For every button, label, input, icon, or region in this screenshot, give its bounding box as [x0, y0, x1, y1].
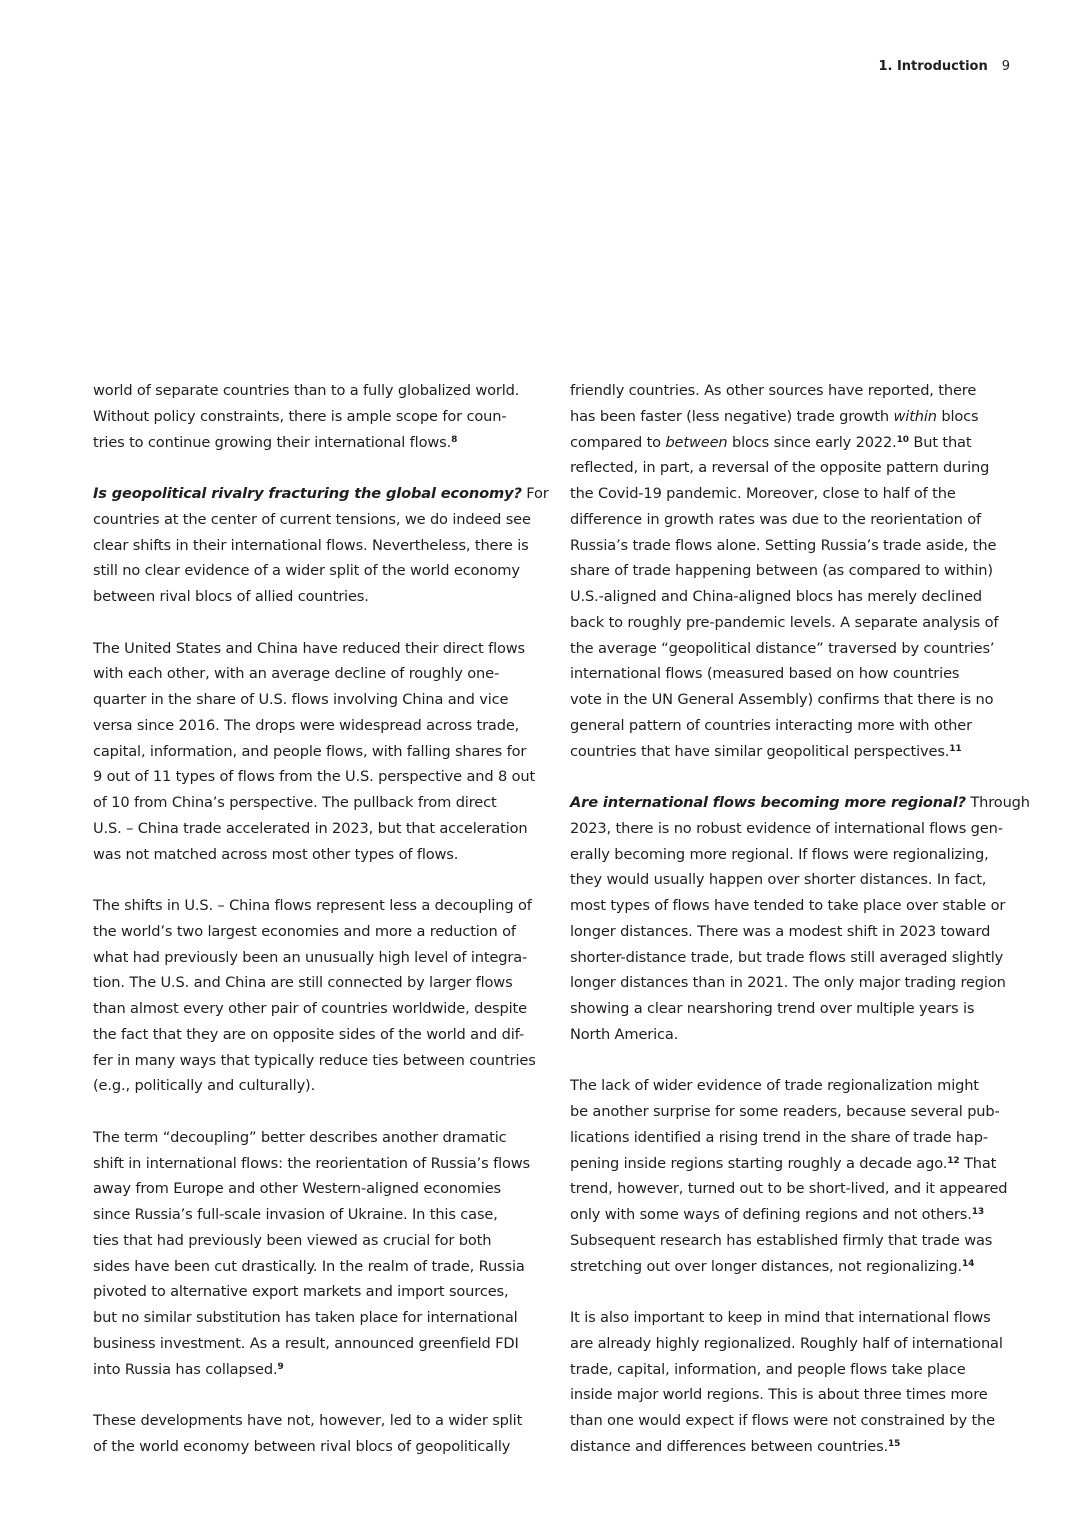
emphasis: between [665, 433, 728, 451]
text-line [570, 713, 1030, 739]
text-line [570, 1073, 1030, 1099]
text-line [93, 1331, 549, 1357]
text-run[interactable]: ties that had previously been viewed as crucial for both [93, 1231, 492, 1249]
text-run[interactable]: The shifts in U.S. – China flows represent less a decoupling of [93, 897, 532, 914]
text-run[interactable]: pivoted to alternative export markets and import sources, [93, 1283, 509, 1301]
text-run[interactable]: clear shifts in their international flows. Nevertheless, there is [93, 536, 529, 554]
paragraph [93, 1125, 549, 1383]
text-run[interactable]: tries to continue growing their international flows. [93, 433, 452, 451]
paragraph [570, 1073, 1030, 1279]
text-run[interactable]: That [959, 1154, 997, 1172]
text-run[interactable]: are already highly regionalized. Roughly half of international [570, 1334, 1003, 1352]
section-title: 1. Introduction [878, 59, 988, 74]
text-run[interactable]: (e.g., politically and culturally). [93, 1077, 316, 1095]
text-line [93, 1279, 549, 1305]
text-line [93, 636, 549, 662]
text-run[interactable]: away from Europe and other Western-aligned economies [93, 1180, 501, 1198]
text-line [570, 1331, 1030, 1357]
text-run[interactable]: quarter in the share of U.S. flows involving China and vice [93, 691, 509, 708]
text-run[interactable]: the Covid-19 pandemic. Moreover, close to half of the [570, 485, 956, 502]
footnote-ref[interactable]: 15 [888, 1438, 901, 1449]
text-line [93, 1176, 549, 1202]
text-line [93, 842, 549, 868]
text-run[interactable]: of 10 from China’s perspective. The pullback from direct [93, 794, 497, 811]
text-run[interactable]: The term “decoupling” better describes another dramatic [93, 1128, 507, 1146]
text-line [570, 507, 1030, 533]
paragraph [570, 378, 1030, 764]
text-line [570, 1382, 1030, 1408]
text-run[interactable]: For [521, 485, 549, 502]
text-line [570, 1176, 1030, 1202]
text-run[interactable]: These developments have not, however, led to a wider split [93, 1412, 523, 1429]
text-run[interactable]: back to roughly pre-pandemic levels. A separate analysis of [570, 613, 999, 631]
text-run[interactable]: only with some ways of defining regions and not others. [570, 1206, 972, 1223]
text-run[interactable]: the world’s two largest economies and more a reduction of [93, 922, 516, 940]
text-run[interactable]: the fact that they are on opposite sides of the world and dif- [93, 1025, 524, 1043]
text-run[interactable]: but no similar substitution has taken place for international [93, 1309, 518, 1326]
text-run[interactable]: blocs since early 2022. [727, 433, 897, 451]
text-line [93, 970, 549, 996]
text-line [93, 558, 549, 584]
text-line [570, 1022, 1030, 1048]
text-line [93, 1228, 549, 1254]
text-run[interactable]: trade, capital, information, and people flows take place [570, 1360, 966, 1378]
paragraph [93, 893, 549, 1099]
text-line [570, 842, 1030, 868]
text-run[interactable]: capital, information, and people flows, with falling shares for [93, 742, 527, 760]
text-line [93, 1434, 549, 1460]
text-run[interactable]: into Russia has collapsed. [93, 1360, 278, 1378]
text-line [93, 481, 549, 507]
paragraph [93, 636, 549, 868]
text-line [570, 1254, 1030, 1280]
text-line [570, 790, 1030, 816]
text-line [570, 430, 1030, 456]
text-run[interactable]: general pattern of countries interacting more with other [570, 716, 972, 734]
text-line [570, 893, 1030, 919]
text-run[interactable]: share of trade happening between (as compared to within) [570, 562, 993, 580]
text-line [93, 687, 549, 713]
text-run[interactable]: friendly countries. As other sources have reported, there [570, 382, 977, 399]
text-run[interactable]: showing a clear nearshoring trend over multiple years is [570, 1000, 975, 1017]
running-header [878, 59, 1010, 74]
text-run[interactable]: business investment. As a result, announced greenfield FDI [93, 1334, 519, 1352]
footnote-ref[interactable]: 10 [896, 434, 909, 445]
text-run[interactable]: tion. The U.S. and China are still connected by larger flows [93, 974, 513, 992]
text-run[interactable]: fer in many ways that typically reduce ties between countries [93, 1051, 536, 1069]
text-line [93, 996, 549, 1022]
text-run[interactable]: between rival blocs of allied countries. [93, 588, 369, 605]
text-run[interactable]: what had previously been an unusually high level of integra- [93, 948, 528, 966]
text-line [570, 687, 1030, 713]
text-run[interactable]: was not matched across most other types of flows. [93, 845, 459, 863]
paragraph [93, 481, 549, 610]
text-run[interactable]: erally becoming more regional. If flows were regionalizing, [570, 845, 989, 863]
text-run[interactable]: countries that have similar geopolitical perspectives. [570, 742, 950, 760]
text-line [570, 1099, 1030, 1125]
text-run[interactable]: shorter-distance trade, but trade flows still averaged slightly [570, 948, 1004, 966]
text-run[interactable]: of the world economy between rival blocs of geopolitically [93, 1437, 511, 1455]
text-line [570, 533, 1030, 559]
text-run[interactable]: But that [908, 433, 972, 451]
text-line [93, 713, 549, 739]
text-run[interactable]: world of separate countries than to a fully globalized world. [93, 382, 520, 399]
text-run[interactable]: Through [965, 794, 1030, 811]
text-line [570, 1228, 1030, 1254]
text-line [570, 945, 1030, 971]
text-run[interactable]: than almost every other pair of countries worldwide, despite [93, 1000, 527, 1017]
text-run[interactable]: shift in international flows: the reorientation of Russia’s flows [93, 1154, 530, 1172]
footnote-ref[interactable]: 14 [961, 1258, 975, 1269]
text-line [570, 1151, 1030, 1177]
text-line [570, 661, 1030, 687]
text-run[interactable]: U.S.-aligned and China-aligned blocs has merely declined [570, 588, 983, 605]
emphasis: within [893, 407, 937, 425]
text-run[interactable]: most types of flows have tended to take place over stable or [570, 897, 1006, 914]
text-run[interactable]: The lack of wider evidence of trade regionalization might [570, 1077, 979, 1095]
text-line [570, 739, 1030, 765]
text-run[interactable]: still no clear evidence of a wider split of the world economy [93, 562, 520, 580]
text-line [93, 790, 549, 816]
text-run[interactable]: lications identified a rising trend in the share of trade hap- [570, 1128, 988, 1146]
text-line [93, 507, 549, 533]
text-run[interactable]: Subsequent research has established firmly that trade was [570, 1231, 993, 1249]
text-line [93, 661, 549, 687]
text-line [570, 1305, 1030, 1331]
text-run[interactable]: U.S. – China trade accelerated in 2023, but that acceleration [93, 819, 528, 837]
text-run[interactable]: than one would expect if flows were not constrained by the [570, 1412, 995, 1429]
text-line [93, 764, 549, 790]
text-run[interactable]: since Russia’s full-scale invasion of Ukraine. In this case, [93, 1206, 498, 1223]
lead-question: Is geopolitical rivalry fracturing the global economy? [93, 485, 522, 502]
paragraph [93, 378, 549, 455]
footnote-ref[interactable]: 8 [451, 434, 458, 445]
text-line [570, 636, 1030, 662]
text-line [570, 455, 1030, 481]
text-run[interactable]: difference in growth rates was due to the reorientation of [570, 510, 981, 528]
text-line [570, 584, 1030, 610]
footnote-ref[interactable]: 12 [947, 1155, 960, 1166]
text-line [570, 1408, 1030, 1434]
text-run[interactable]: vote in the UN General Assembly) confirms that there is no [570, 691, 994, 708]
text-run[interactable]: longer distances than in 2021. The only major trading region [570, 974, 1006, 992]
text-run[interactable]: the average “geopolitical distance” traversed by countries’ [570, 639, 995, 657]
text-line [570, 610, 1030, 636]
text-line [570, 996, 1030, 1022]
text-run[interactable]: compared to [570, 433, 666, 451]
text-line [93, 945, 549, 971]
text-line [93, 893, 549, 919]
paragraph [570, 1305, 1030, 1460]
text-run[interactable]: versa since 2016. The drops were widespread across trade, [93, 716, 520, 734]
text-line [93, 378, 549, 404]
text-run[interactable]: 9 out of 11 types of flows from the U.S. perspective and 8 out [93, 768, 536, 786]
text-run[interactable]: be another surprise for some readers, because several pub- [570, 1103, 1000, 1120]
paragraph [570, 790, 1030, 1048]
text-line [570, 481, 1030, 507]
text-line [93, 533, 549, 559]
text-line [93, 1048, 549, 1074]
text-run[interactable]: 2023, there is no robust evidence of international flows gen- [570, 819, 1003, 837]
footnote-ref[interactable]: 13 [971, 1207, 984, 1217]
text-run[interactable]: with each other, with an average decline of roughly one- [93, 665, 500, 683]
footnote-ref[interactable]: 9 [277, 1361, 284, 1372]
text-line [93, 430, 549, 456]
text-run[interactable]: The United States and China have reduced their direct flows [93, 639, 525, 657]
text-run[interactable]: countries at the center of current tensions, we do indeed see [93, 510, 531, 528]
text-line [570, 404, 1030, 430]
text-run[interactable]: distance and differences between countries. [570, 1437, 889, 1455]
text-line [570, 1434, 1030, 1460]
page-number: 9 [1001, 59, 1010, 74]
right-column [570, 378, 1030, 1485]
paragraph [93, 1408, 549, 1460]
text-line [93, 1151, 549, 1177]
text-line [93, 919, 549, 945]
text-run[interactable]: international flows (measured based on how countries [570, 665, 960, 683]
text-line [93, 816, 549, 842]
text-run[interactable]: trend, however, turned out to be short-lived, and it appeared [570, 1180, 1008, 1198]
text-run[interactable]: stretching out over longer distances, not regionalizing. [570, 1257, 962, 1275]
text-line [93, 1408, 549, 1434]
text-line [570, 970, 1030, 996]
text-run[interactable]: pening inside regions starting roughly a decade ago. [570, 1154, 948, 1172]
text-run[interactable]: longer distances. There was a modest shift in 2023 toward [570, 922, 991, 940]
text-line [570, 867, 1030, 893]
text-line [93, 1305, 549, 1331]
text-run[interactable]: It is also important to keep in mind that international flows [570, 1309, 991, 1326]
text-run[interactable]: has been faster (less negative) trade growth [570, 407, 894, 425]
text-line [93, 1125, 549, 1151]
left-column [93, 378, 549, 1485]
text-run[interactable]: sides have been cut drastically. In the realm of trade, Russia [93, 1257, 525, 1275]
text-line [570, 558, 1030, 584]
text-line [570, 816, 1030, 842]
footnote-ref[interactable]: 11 [949, 743, 962, 754]
text-line [93, 1357, 549, 1383]
text-run[interactable]: North America. [570, 1025, 679, 1043]
text-run[interactable]: Without policy constraints, there is ample scope for coun- [93, 407, 507, 425]
text-line [93, 739, 549, 765]
text-line [570, 919, 1030, 945]
text-line [570, 1202, 1030, 1228]
text-line [93, 584, 549, 610]
text-run[interactable]: they would usually happen over shorter distances. In fact, [570, 871, 987, 889]
lead-question: Are international flows becoming more regional? [570, 794, 966, 811]
text-line [93, 1202, 549, 1228]
text-line [93, 404, 549, 430]
text-line [570, 1125, 1030, 1151]
text-line [570, 378, 1030, 404]
text-run[interactable]: blocs [936, 407, 979, 425]
text-run[interactable]: Russia’s trade flows alone. Setting Russia’s trade aside, the [570, 536, 997, 554]
text-run[interactable]: reflected, in part, a reversal of the opposite pattern during [570, 459, 990, 477]
text-line [93, 1022, 549, 1048]
text-line [93, 1254, 549, 1280]
text-line [93, 1073, 549, 1099]
text-line [570, 1357, 1030, 1383]
text-run[interactable]: inside major world regions. This is about three times more [570, 1386, 988, 1404]
